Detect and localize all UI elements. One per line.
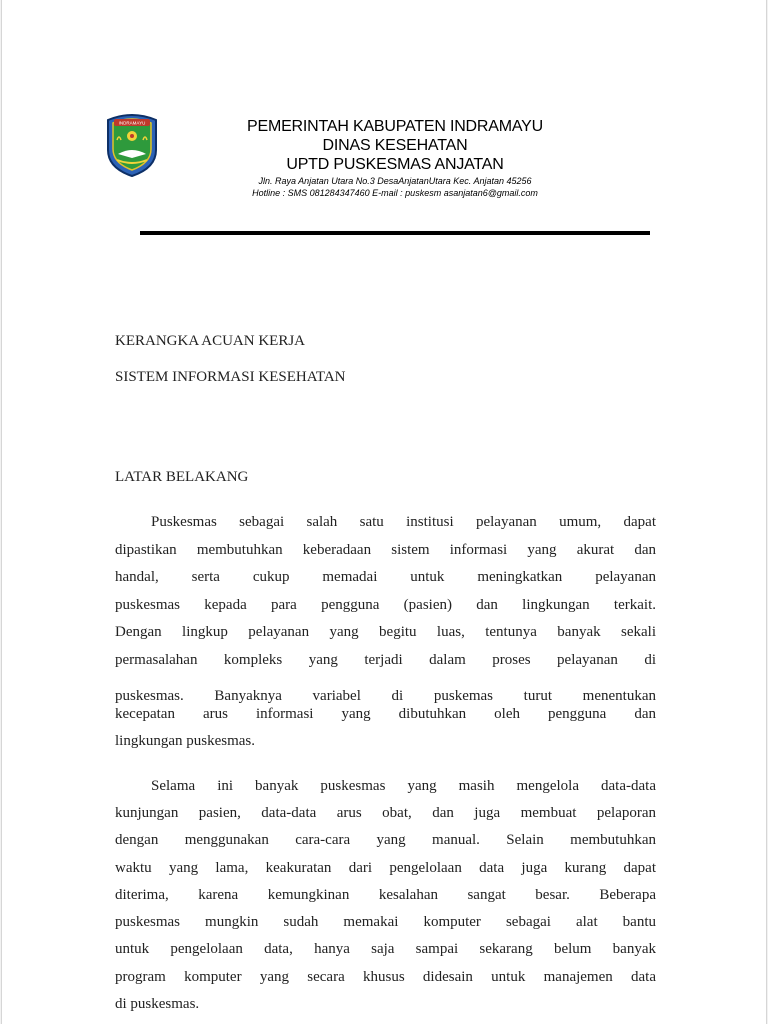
letterhead-unit: UPTD PUSKESMAS ANJATAN — [286, 156, 504, 173]
paragraph-line: diterima, karena kemungkinan kesalahan sangat besar. Beberapa — [115, 887, 656, 903]
paragraph-line: waktu yang lama, keakuratan dari pengelolaan data juga kurang dapat — [115, 860, 656, 876]
paragraph-line: di puskesmas. — [115, 996, 200, 1012]
indramayu-emblem-logo — [105, 110, 159, 178]
paragraph-line: Selama ini banyak puskesmas yang masih mengelola data-data — [151, 778, 656, 794]
paragraph-line: dipastikan membutuhkan keberadaan sistem informasi yang akurat dan — [115, 542, 656, 558]
paragraph-line: puskesmas. Banyaknya variabel di puskemas turut menentukan — [115, 688, 656, 704]
paragraph-line: dengan menggunakan cara-cara yang manual. Selain membutuhkan — [115, 832, 656, 848]
letterhead-agency: DINAS KESEHATAN — [322, 137, 468, 154]
paragraph-line: program komputer yang secara khusus didesain untuk manajemen data — [115, 969, 656, 985]
paragraph-line: handal, serta cukup memadai untuk meningkatkan pelayanan — [115, 569, 656, 585]
paragraph-line: permasalahan kompleks yang terjadi dalam proses pelayanan di — [115, 652, 656, 668]
document-subtitle: SISTEM INFORMASI KESEHATAN — [115, 369, 346, 385]
letterhead-contact: Hotline : SMS 081284347460 E-mail : puskesm asanjatan6@gmail.com — [252, 188, 538, 198]
paragraph-line: Puskesmas sebagai salah satu institusi pelayanan umum, dapat — [151, 514, 656, 530]
paragraph-line: kecepatan arus informasi yang dibutuhkan oleh pengguna dan — [115, 706, 656, 722]
section-heading: LATAR BELAKANG — [115, 469, 249, 485]
paragraph-line: lingkungan puskesmas. — [115, 733, 255, 749]
document-title: KERANGKA ACUAN KERJA — [115, 333, 306, 349]
paragraph-line: puskesmas kepada para pengguna (pasien) dan lingkungan terkait. — [115, 597, 656, 613]
letterhead-government: PEMERINTAH KABUPATEN INDRAMAYU — [247, 118, 543, 135]
letterhead-divider — [140, 231, 650, 235]
letterhead-address: Jln. Raya Anjatan Utara No.3 DesaAnjatanUtara Kec. Anjatan 45256 — [258, 176, 532, 186]
document-page — [1, 0, 767, 1024]
logo-text: INDRAMAYU — [118, 120, 146, 126]
paragraph-line: kunjungan pasien, data-data arus obat, dan juga membuat pelaporan — [115, 805, 656, 821]
paragraph-line: puskesmas mungkin sudah memakai komputer sebagai alat bantu — [115, 914, 656, 930]
paragraph-line: Dengan lingkup pelayanan yang begitu luas, tentunya banyak sekali — [115, 624, 656, 640]
paragraph-line: untuk pengelolaan data, hanya saja sampai sekarang belum banyak — [115, 941, 656, 957]
